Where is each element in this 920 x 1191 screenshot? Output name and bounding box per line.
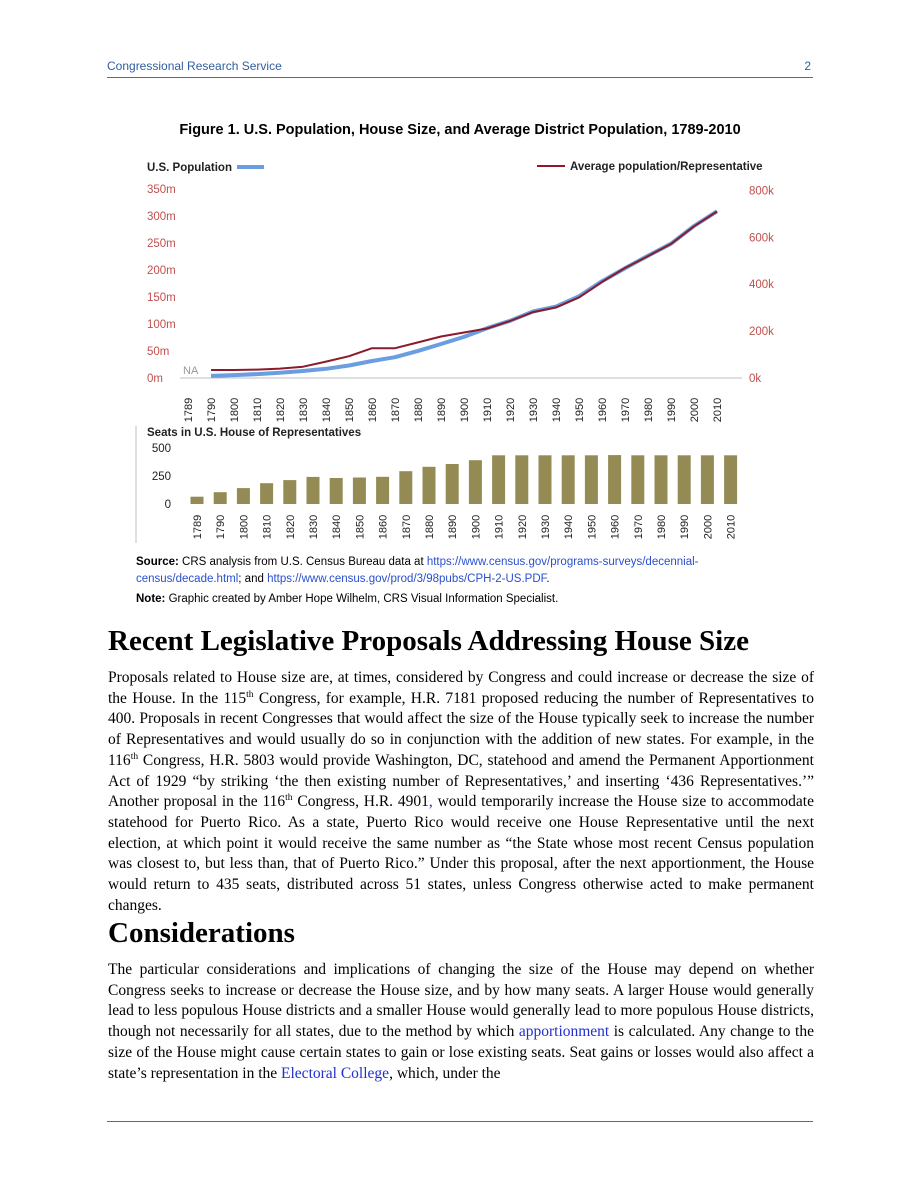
top-x-tick-label: 1880 xyxy=(413,397,425,423)
bar-x-tick-label: 1890 xyxy=(447,514,460,540)
bar-y-tick-label: 500 xyxy=(151,443,171,455)
organization-name: Congressional Research Service xyxy=(107,59,282,73)
seats-bar xyxy=(399,471,412,504)
bar-x-tick-label: 1990 xyxy=(679,514,692,540)
bar-x-tick-label: 1960 xyxy=(609,514,622,540)
top-x-tick-label: 1789 xyxy=(183,397,195,423)
seats-bar xyxy=(353,478,366,505)
seats-bar xyxy=(423,467,436,504)
text-run: Congress, H.R. 4901 xyxy=(292,793,429,811)
bar-x-tick-label: 2000 xyxy=(702,514,715,540)
seats-bar xyxy=(283,480,296,504)
top-x-tick-label: 1960 xyxy=(597,397,609,423)
top-x-tick-label: 1980 xyxy=(643,397,655,423)
census-decade-link[interactable]: https://www.census.gov/programs-surveys/decennial-census/decade.html xyxy=(136,556,699,585)
census-cph-link[interactable]: https://www.census.gov/prod/3/98pubs/CPH-2-US.PDF xyxy=(267,572,547,585)
seats-bar xyxy=(515,455,528,504)
text-run: The particular considerations and implications of changing the size of the House may depend on whether Congress seeks to increase or decrease the House size, and by how many seats. A larger House would generally lead to less populous House districts and a smaller House would generally lead to more populous House districts, though not necessarily for all states, due to the method by which xyxy=(108,961,814,1041)
bar-x-tick-label: 1789 xyxy=(192,514,204,540)
source-end: . xyxy=(546,572,550,585)
bar-x-tick-label: 1830 xyxy=(308,514,320,540)
right-axis-tick-label: 600k xyxy=(749,232,774,245)
page-number: 2 xyxy=(804,59,811,73)
seats-bar xyxy=(678,455,691,504)
considerations-paragraph xyxy=(108,960,814,1084)
seats-bar xyxy=(214,492,227,504)
text-run: Congress, H.R. 5803 would provide Washington, DC, statehood and amend the Permanent Apportionment Act of 1929 “by striking ‘the then existing number of Representatives,’ and inserting ‘436 Representatives.’” Another proposal in the 116 xyxy=(108,751,814,811)
seats-bar xyxy=(237,488,250,504)
top-x-tick-label: 1860 xyxy=(367,397,379,423)
top-x-tick-label: 1870 xyxy=(390,397,402,423)
bar-x-tick-label: 1860 xyxy=(377,514,390,540)
source-and: ; and xyxy=(238,572,264,585)
text-run: is calculated. Any change to the size of the House might cause certain states to gain or lose existing seats. Seat gains or losses would also affect a state’s representation in the xyxy=(108,1023,814,1082)
left-axis-tick-label: 300m xyxy=(147,211,176,223)
note-text: Graphic created by Amber Hope Wilhelm, CRS Visual Information Specialist. xyxy=(168,593,559,605)
seats-bar xyxy=(585,455,598,504)
seats-bar xyxy=(562,455,575,504)
figure-notes xyxy=(136,554,796,612)
top-x-tick-label: 1970 xyxy=(620,397,632,423)
seats-bar xyxy=(376,477,389,504)
legend-population-label: U.S. Population xyxy=(147,162,232,174)
top-x-tick-label: 1910 xyxy=(482,397,494,423)
section-heading-proposals: Recent Legislative Proposals Addressing House Size xyxy=(108,625,749,657)
seats-bar xyxy=(608,455,621,504)
top-x-tick-label: 2010 xyxy=(712,397,724,423)
top-x-tick-label: 1850 xyxy=(344,397,356,423)
bar-y-tick-label: 0 xyxy=(164,499,171,511)
bar-x-tick-label: 1950 xyxy=(586,514,599,540)
top-x-tick-label: 1990 xyxy=(666,397,678,423)
seats-bar xyxy=(191,497,204,504)
left-axis-tick-label: 50m xyxy=(147,346,170,358)
bar-x-tick-label: 1900 xyxy=(470,514,483,540)
bar-x-tick-label: 1910 xyxy=(493,514,506,540)
figure-title: Figure 1. U.S. Population, House Size, and Average District Population, 1789-2010 xyxy=(179,122,741,138)
na-annotation: NA xyxy=(183,365,199,377)
bar-x-tick-label: 1880 xyxy=(424,514,436,540)
footer-rule xyxy=(107,1121,813,1122)
population-series-line xyxy=(211,211,717,376)
seats-bar xyxy=(307,477,320,504)
seats-bar xyxy=(492,455,505,504)
bar-y-tick-label: 250 xyxy=(151,471,171,483)
left-axis-tick-label: 200m xyxy=(147,265,176,277)
seats-bar xyxy=(446,464,459,504)
right-axis-tick-label: 400k xyxy=(749,279,774,292)
electoral-college-link[interactable]: Electoral College xyxy=(281,1064,390,1082)
right-axis-tick-label: 200k xyxy=(749,326,774,339)
population-house-chart xyxy=(0,0,920,560)
bar-x-tick-label: 1920 xyxy=(516,514,529,540)
seats-bar xyxy=(330,478,343,504)
left-axis-tick-label: 0m xyxy=(147,373,163,385)
bar-x-tick-label: 1820 xyxy=(284,514,297,540)
bar-x-tick-label: 1870 xyxy=(400,514,413,540)
top-x-tick-label: 1800 xyxy=(229,397,241,423)
seats-bar xyxy=(655,455,668,504)
graphic-note xyxy=(136,591,796,608)
top-x-tick-label: 1900 xyxy=(459,397,471,423)
ordinal-sup: th xyxy=(130,751,139,762)
top-x-tick-label: 1890 xyxy=(436,397,448,423)
ordinal-sup: th xyxy=(246,689,254,700)
proposals-paragraph xyxy=(108,668,814,916)
note-label: Note: xyxy=(136,593,166,605)
text-run: would temporarily increase the House size to accommodate statehood for Puerto Rico. As a state, Puerto Rico would receive one House Representative until the next election, at which point it would receive the same number as “the State whose most recent Census population was closest to, but less than, that of Puerto Rico.” Under this proposal, after the next apportionment, the House would return to 435 seats, distributed across 51 states, unless Congress otherwise acted to make permanent changes. xyxy=(108,793,814,914)
left-axis-tick-label: 100m xyxy=(147,319,176,331)
bar-x-tick-label: 1790 xyxy=(215,514,228,540)
seats-bar xyxy=(469,460,482,504)
text-run: Congress, for example, H.R. 7181 proposed reducing the number of Representatives to 400. Proposals in recent Congresses that would affect the size of the House typically seek to increase the number of Representatives and would usually do so in conjunction with the addition of new states. For example, in the 116 xyxy=(108,689,814,769)
apportionment-link[interactable]: apportionment xyxy=(518,1023,610,1041)
left-axis-tick-label: 250m xyxy=(147,238,176,250)
text-run: , which, under the xyxy=(389,1064,501,1082)
bar-x-tick-label: 1970 xyxy=(632,514,645,540)
bar-chart-title: Seats in U.S. House of Representatives xyxy=(147,427,362,439)
right-axis-tick-label: 0k xyxy=(749,373,762,385)
seats-bar xyxy=(631,455,644,504)
top-x-tick-label: 1840 xyxy=(321,397,333,423)
top-x-tick-label: 2000 xyxy=(689,397,701,423)
bar-x-tick-label: 1840 xyxy=(331,514,344,540)
top-x-tick-label: 1830 xyxy=(298,397,310,423)
text-run: Proposals related to House size are, at times, considered by Congress and could increase or decrease the size of the House. In the 115 xyxy=(108,669,814,707)
source-label: Source: xyxy=(136,556,179,568)
left-axis-tick-label: 350m xyxy=(147,184,176,196)
top-x-tick-label: 1920 xyxy=(505,397,517,423)
ordinal-sup: th xyxy=(285,793,293,804)
seats-bar xyxy=(539,455,552,504)
top-x-tick-label: 1950 xyxy=(574,397,586,423)
seats-bar xyxy=(260,483,273,504)
right-axis-tick-label: 800k xyxy=(749,185,774,198)
seats-bar xyxy=(701,455,714,504)
source-note xyxy=(136,554,796,587)
top-x-tick-label: 1790 xyxy=(206,397,218,423)
bar-x-tick-label: 1930 xyxy=(540,514,552,540)
bar-x-tick-label: 1850 xyxy=(354,514,367,540)
bar-x-tick-label: 1940 xyxy=(563,514,576,540)
average-series-line xyxy=(211,212,717,371)
top-x-tick-label: 1940 xyxy=(551,397,563,423)
section-heading-considerations: Considerations xyxy=(108,917,295,949)
hr4901-link[interactable]: , xyxy=(428,793,433,811)
bar-x-tick-label: 2010 xyxy=(725,514,738,540)
left-axis-tick-label: 150m xyxy=(147,292,176,304)
bar-x-tick-label: 1800 xyxy=(238,514,251,540)
legend-average-label: Average population/Representative xyxy=(570,161,763,173)
top-x-tick-label: 1930 xyxy=(528,397,540,423)
bar-x-tick-label: 1810 xyxy=(261,514,274,540)
seats-bar xyxy=(724,455,737,504)
top-x-tick-label: 1820 xyxy=(275,397,287,423)
source-text: CRS analysis from U.S. Census Bureau data at xyxy=(182,556,424,568)
bar-x-tick-label: 1980 xyxy=(656,514,668,540)
top-x-tick-label: 1810 xyxy=(252,397,264,423)
